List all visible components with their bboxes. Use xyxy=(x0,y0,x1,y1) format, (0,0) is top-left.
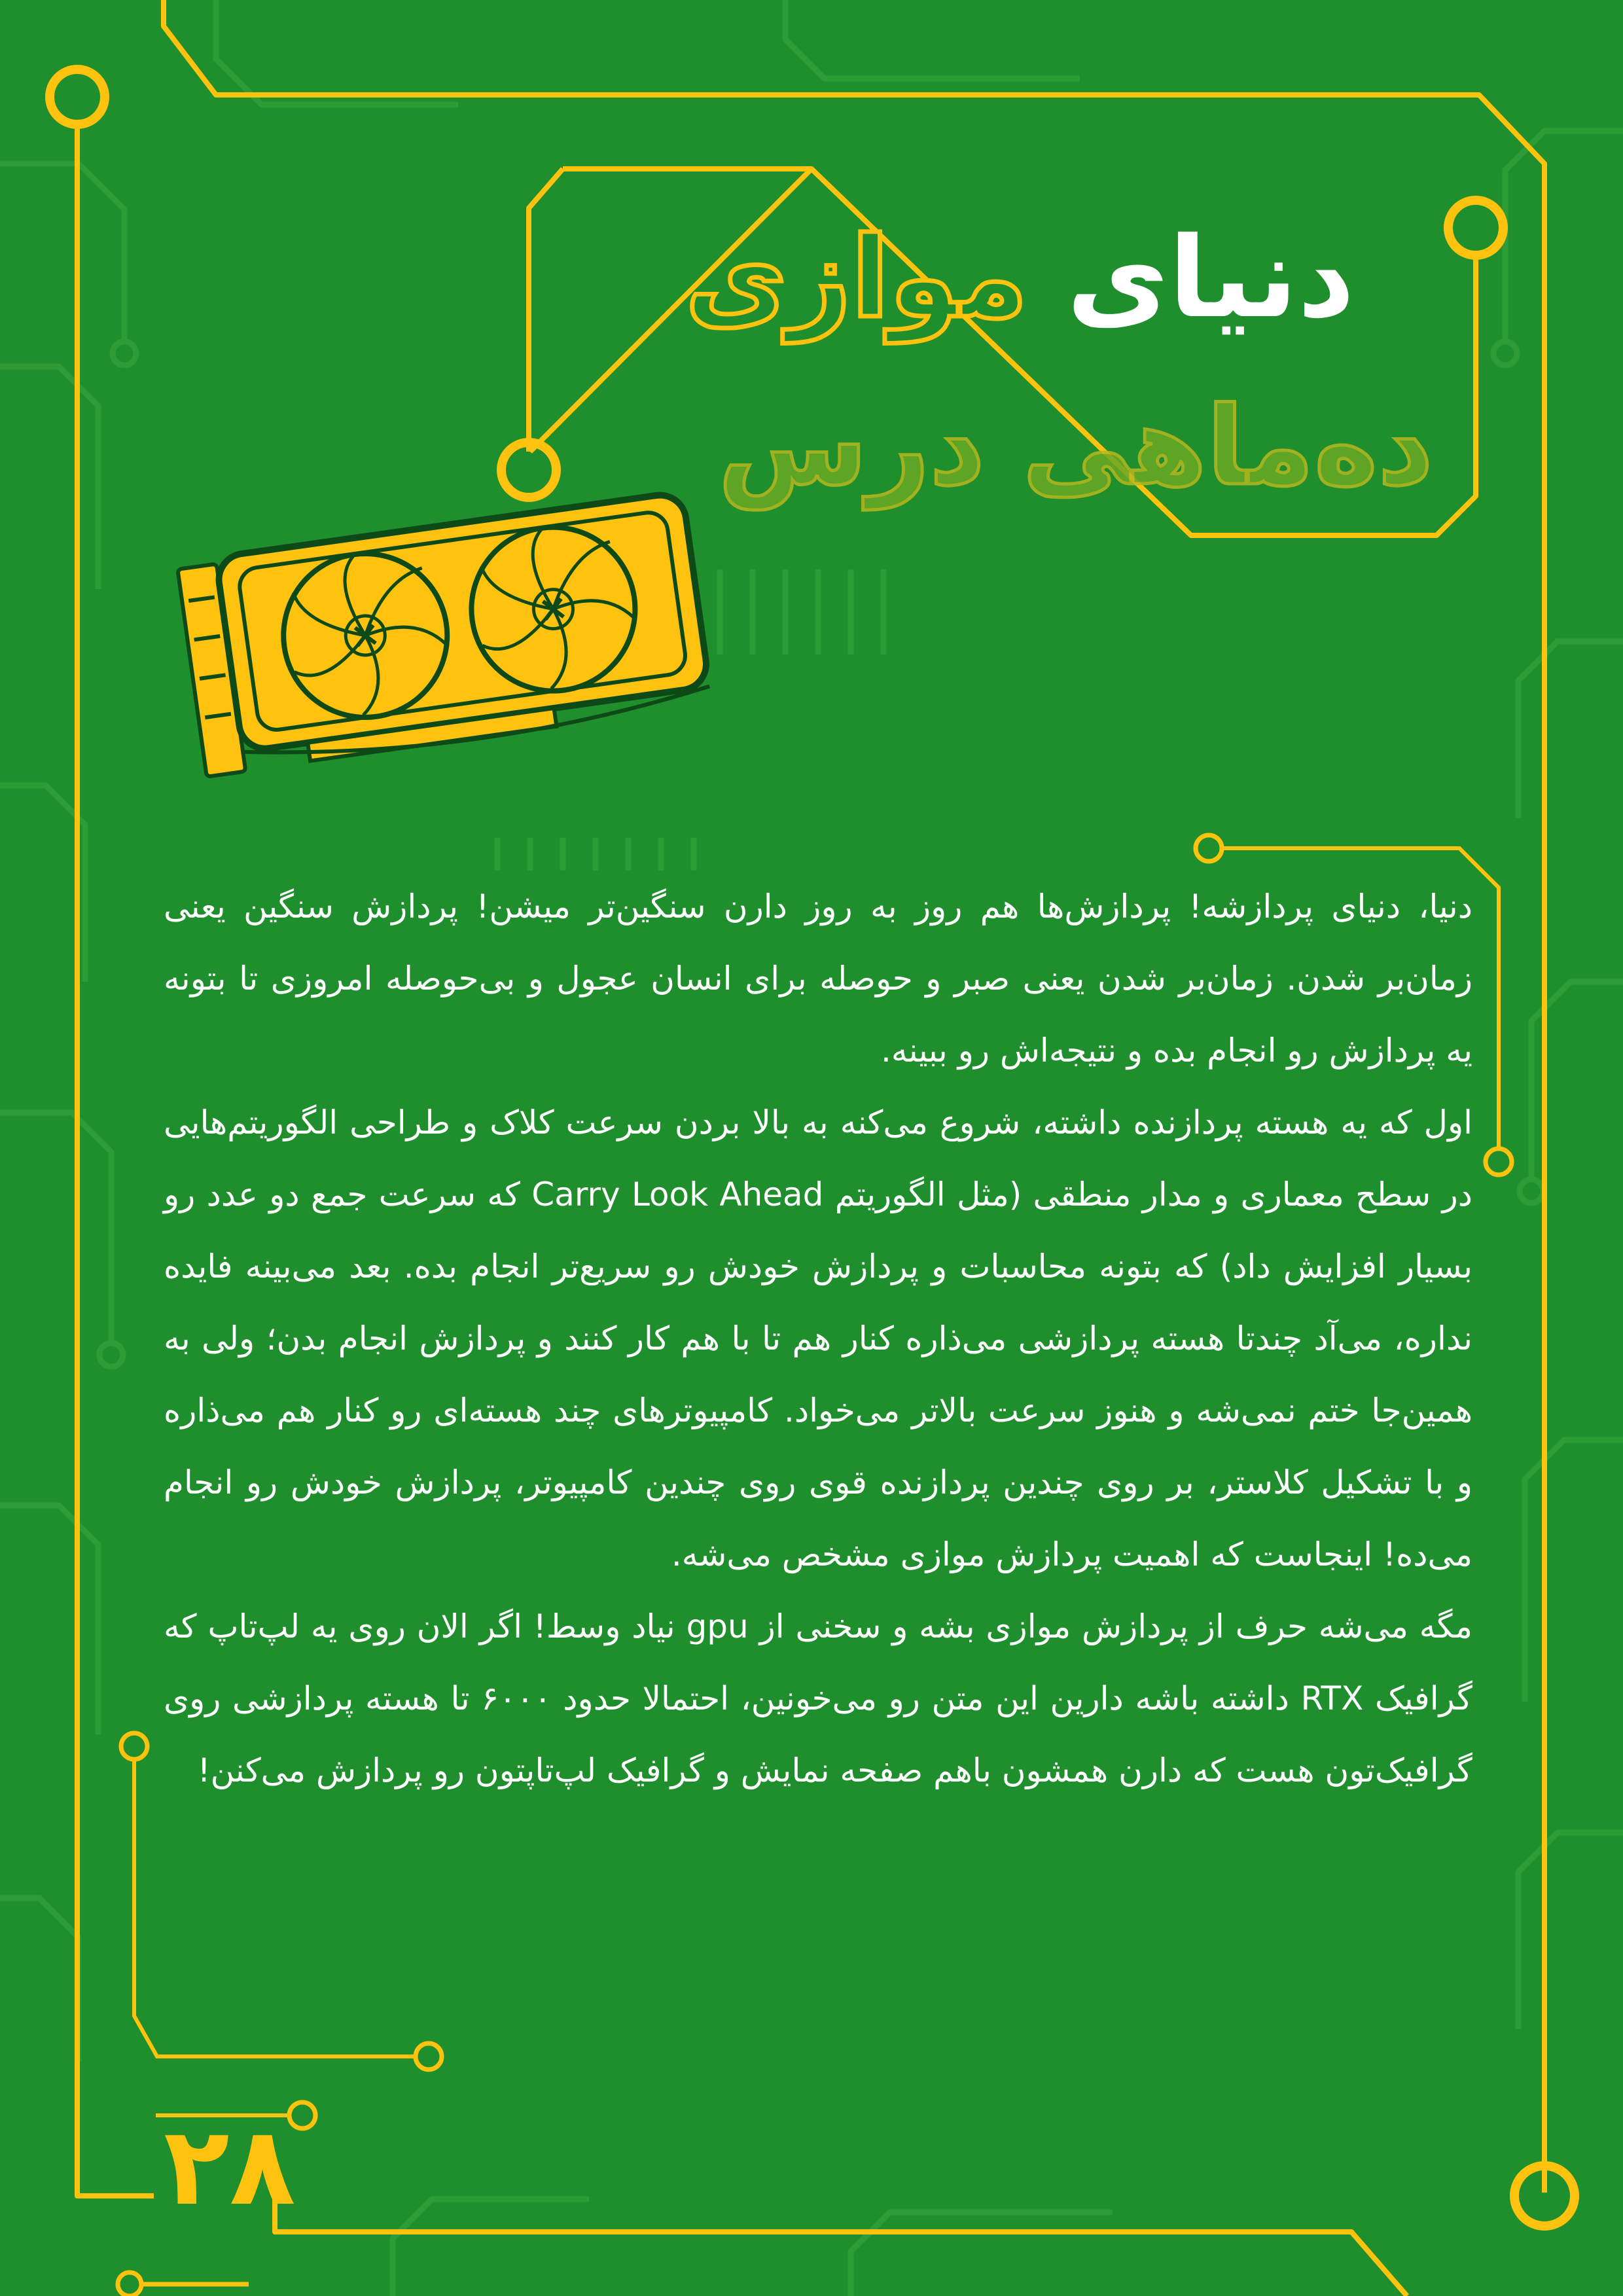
frame-node-bottom-left xyxy=(118,2272,141,2296)
article-body xyxy=(164,870,1472,1806)
paragraph-2: اول که یه هسته پردازنده داشته، شروع می‌کنه به بالا بردن سرعت کلاک و طراحی الگوریتم‌هایی در سطح معماری و مدار منطقی (مثل الگوریتم Carry Look Ahead که سرعت جمع دو عدد رو بسیار افزایش داد) که بتونه محاسبات و پردازش خودش رو سریع‌تر انجام بده. بعد می‌بینه فایده نداره، می‌آد چندتا هسته پردازشی می‌ذاره کنار هم تا با هم کار کنند و پردازش انجام بدن؛ ولی به همین‌جا ختم نمی‌شه و هنوز سرعت بالاتر می‌خواد. کامپیوترهای چند هسته‌ای رو کنار هم می‌ذاره و با تشکیل کلاستر، بر روی چندین پردازنده قوی روی چندین کامپیوتر، پردازش خودش رو انجام می‌ده! اینجاست که اهمیت پردازش موازی مشخص می‌شه. xyxy=(164,1103,1473,1573)
page-number: ۲۸ xyxy=(164,2104,296,2229)
title-prefix: دنیای xyxy=(1027,213,1355,343)
graphics-card-icon xyxy=(177,492,712,776)
page-title xyxy=(685,213,1355,343)
paragraph-1: دنیا، دنیای پردازشه! پردازش‌ها هم روز به روز دارن سنگین‌تر میشن! پردازش سنگین یعنی زمان‌بر شدن. زمان‌بر شدن یعنی صبر و حوصله برای انسان عجول و بی‌حوصله امروزی تا بتونه یه پردازش رو انجام بده و نتیجه‌اش رو ببینه. xyxy=(164,888,1472,1069)
paragraph-3: مگه می‌شه حرف از پردازش موازی بشه و سخنی از gpu نیاد وسط! اگر الان روی یه لپ‌تاپ که گرافیک RTX داشته باشه دارین این متن رو می‌خونین، احتمالا حدود ۶۰۰۰ تا هسته پردازشی روی گرافیک‌تون هست که دارن همشون باهم صفحه نمایش و گرافیک لپ‌تاپتون رو پردازش می‌کنن! xyxy=(164,1607,1473,1789)
frame-node-top-left xyxy=(50,69,105,124)
title-node-right xyxy=(1448,200,1503,255)
title-highlight: موازی xyxy=(685,213,1028,343)
page-subtitle: ده‌ماهی درس xyxy=(718,384,1433,509)
